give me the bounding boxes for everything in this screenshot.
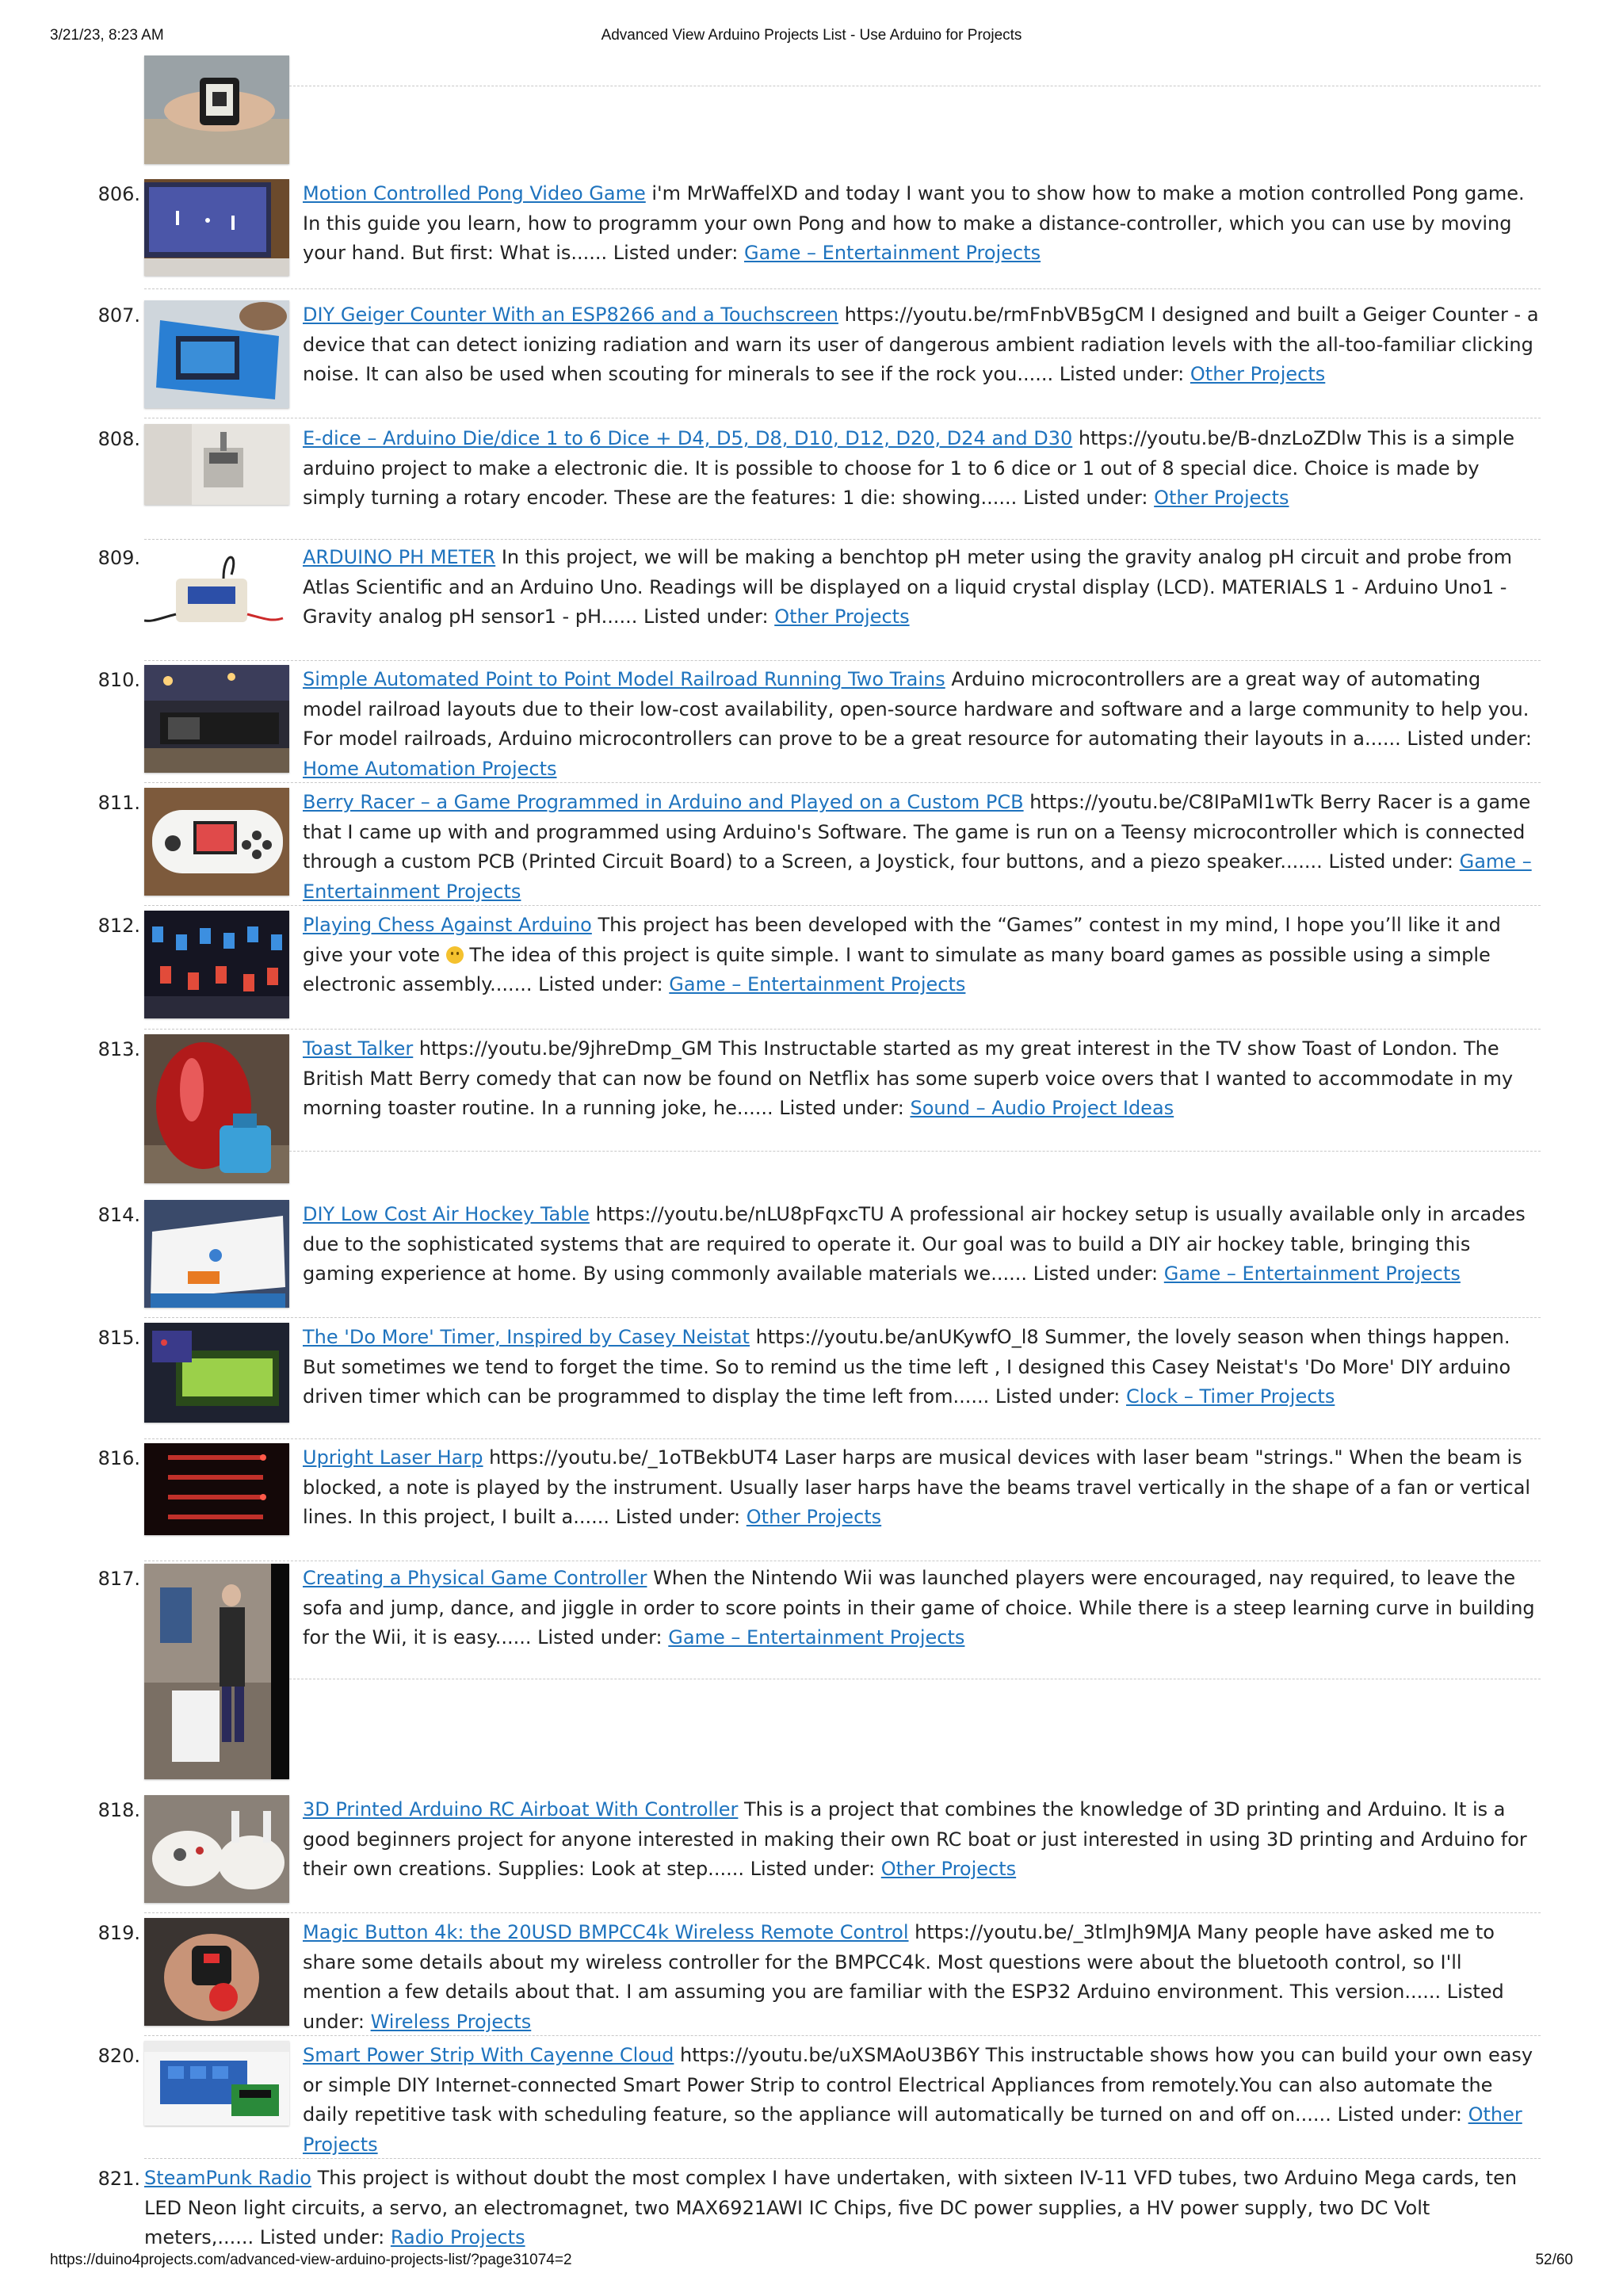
project-title-link[interactable]: Simple Automated Point to Point Model Railroad Running Two Trains bbox=[303, 668, 945, 690]
project-thumbnail[interactable] bbox=[144, 1918, 289, 2026]
item-description bbox=[303, 788, 1541, 907]
category-link[interactable]: Wireless Projects bbox=[370, 2010, 532, 2033]
category-link[interactable]: Game – Entertainment Projects bbox=[669, 973, 966, 995]
separator bbox=[144, 660, 1541, 661]
project-title-link[interactable]: DIY Geiger Counter With an ESP8266 and a Touchscreen bbox=[303, 304, 838, 326]
item-summary-continued: The idea of this project is quite simple. I want to simulate as many board games as possible using a simple electronic assembly....... Listed under: bbox=[303, 943, 1491, 995]
project-thumbnail[interactable] bbox=[144, 788, 289, 896]
item-description bbox=[303, 179, 1541, 269]
item-number: 809. bbox=[97, 547, 140, 569]
item-summary: i'm MrWaffelXD and today I want you to show how to make a motion controlled Pong game. In this guide you learn, how to programm your own Pong and how to make a distance-controller, which you can use by moving your hand. But first: What is...... Listed under: bbox=[303, 182, 1525, 264]
separator bbox=[144, 288, 1541, 289]
separator bbox=[144, 1912, 1541, 1913]
item-description bbox=[303, 1323, 1541, 1412]
category-link[interactable]: Other Projects bbox=[1154, 487, 1289, 509]
project-thumbnail[interactable] bbox=[144, 424, 289, 505]
print-url: https://duino4projects.com/advanced-view-arduino-projects-list/?page31074=2 bbox=[50, 2252, 572, 2268]
separator bbox=[289, 1151, 1541, 1152]
item-number: 810. bbox=[97, 669, 140, 691]
separator bbox=[144, 2158, 1541, 2159]
project-thumbnail[interactable] bbox=[144, 1323, 289, 1423]
item-summary: https://youtu.be/_3tlmJh9MJA Many people have asked me to share some details about my wireless controller for the BMPCC4k. Most questions were about the bluetooth control, so I'll mention a few details about that. I am assuming you are familiar with the ESP32 Arduino environment. This version...... Listed under: bbox=[303, 1921, 1504, 2033]
project-title-link[interactable]: SteamPunk Radio bbox=[144, 2167, 311, 2189]
smiley-icon bbox=[446, 946, 464, 964]
print-page-title: Advanced View Arduino Projects List - Use Arduino for Projects bbox=[601, 27, 1022, 44]
item-number: 813. bbox=[97, 1038, 140, 1060]
item-summary: This is a project that combines the knowledge of 3D printing and Arduino. It is a good beginners project for anyone interested in making their own RC boat or just interested in using 3D printing and Arduino for their own creations. Supplies: Look at step...... Listed under: bbox=[303, 1798, 1527, 1880]
separator bbox=[144, 539, 1541, 540]
project-title-link[interactable]: ARDUINO PH METER bbox=[303, 546, 496, 568]
project-thumbnail[interactable] bbox=[144, 1564, 289, 1779]
item-summary: https://youtu.be/C8IPaMl1wTk Berry Racer is a game that I came up with and programmed using Arduino's Software. The game is run on a Teensy microcontroller which is connected through a custom PCB (Printed Circuit Board) to a Screen, a Joystick, four buttons, and a piezo speaker....... Listed under: bbox=[303, 791, 1531, 873]
item-description bbox=[303, 1564, 1541, 1653]
item-description bbox=[303, 911, 1541, 1000]
item-number: 817. bbox=[97, 1568, 140, 1590]
separator bbox=[144, 2035, 1541, 2036]
project-title-link[interactable]: The 'Do More' Timer, Inspired by Casey Neistat bbox=[303, 1326, 750, 1348]
project-thumbnail[interactable] bbox=[144, 179, 289, 276]
item-summary: When the Nintendo Wii was launched players were encouraged, nay required, to leave the sofa and jump, dance, and jiggle in order to score points in their game of choice. While there is a steep learning curve in building for the Wii, it is easy...... Listed under: bbox=[303, 1567, 1535, 1648]
category-link[interactable]: Home Automation Projects bbox=[303, 757, 557, 780]
item-number: 814. bbox=[97, 1204, 140, 1226]
project-title-link[interactable]: Playing Chess Against Arduino bbox=[303, 914, 592, 936]
print-header bbox=[0, 27, 1623, 51]
item-summary: https://youtu.be/rmFnbVB5gCM I designed and built a Geiger Counter - a device that can detect ionizing radiation and warn its user of dangerous ambient radiation levels with the all-too-familiar clicking noise. It can also be used when scouting for minerals to see if the rock you...... Listed under: bbox=[303, 304, 1539, 385]
item-description bbox=[303, 1918, 1541, 2037]
item-description bbox=[303, 1034, 1541, 1124]
separator bbox=[144, 1029, 1541, 1030]
category-link[interactable]: Game – Entertainment Projects bbox=[668, 1626, 965, 1648]
item-number: 811. bbox=[97, 792, 140, 814]
project-thumbnail[interactable] bbox=[144, 1795, 289, 1903]
project-title-link[interactable]: Motion Controlled Pong Video Game bbox=[303, 182, 646, 204]
item-number: 812. bbox=[97, 915, 140, 937]
project-title-link[interactable]: Creating a Physical Game Controller bbox=[303, 1567, 647, 1589]
category-link[interactable]: Other Projects bbox=[303, 2103, 1522, 2156]
item-description bbox=[303, 1443, 1541, 1533]
project-thumbnail[interactable] bbox=[144, 1034, 289, 1183]
project-title-link[interactable]: 3D Printed Arduino RC Airboat With Controller bbox=[303, 1798, 739, 1820]
item-summary: https://youtu.be/anUKywfO_l8 Summer, the lovely season when things happen. But sometimes we tend to forget the time. So to remind us the time left , I designed this Casey Neistat's 'Do More' DIY arduino driven timer which can be programmed to display the time left from...... Listed under: bbox=[303, 1326, 1511, 1408]
item-number: 808. bbox=[97, 428, 140, 450]
item-summary: https://youtu.be/9jhreDmp_GM This Instructable started as my great interest in the TV show Toast of London. The British Matt Berry comedy that can now be found on Netflix has some superb voice overs that I wanted to accommodate in my morning toaster routine. In a running joke, he...... Listed under: bbox=[303, 1037, 1514, 1119]
category-link[interactable]: Other Projects bbox=[746, 1506, 882, 1528]
item-description bbox=[303, 543, 1541, 632]
project-thumbnail[interactable] bbox=[144, 1443, 289, 1535]
item-description bbox=[303, 665, 1541, 784]
item-number: 815. bbox=[97, 1327, 140, 1349]
item-description bbox=[303, 1795, 1541, 1885]
category-link[interactable]: Game – Entertainment Projects bbox=[303, 850, 1532, 903]
item-summary: https://youtu.be/_1oTBekbUT4 Laser harps are musical devices with laser beam "strings." When the beam is blocked, a note is played by the instrument. Usually laser harps have the beams travel vertically in the shape of a fan or vertical lines. In this project, I built a...... Listed under: bbox=[303, 1446, 1531, 1528]
print-footer bbox=[0, 2252, 1623, 2275]
item-summary: This project is without doubt the most complex I have undertaken, with sixteen IV-11 VFD tubes, two Arduino Mega cards, ten LED Neon light circuits, a servo, an electromagnet, two MAX6921AWI IC Chips, five DC power supplies, a HV power supply, two DC Volt meters,...... Listed under: bbox=[144, 2167, 1518, 2248]
item-description bbox=[144, 2164, 1541, 2253]
item-number: 818. bbox=[97, 1799, 140, 1821]
project-title-link[interactable]: Upright Laser Harp bbox=[303, 1446, 483, 1469]
item-description bbox=[303, 1200, 1541, 1289]
category-link[interactable]: Game – Entertainment Projects bbox=[1163, 1263, 1461, 1285]
category-link[interactable]: Other Projects bbox=[1190, 363, 1326, 385]
item-description bbox=[303, 300, 1541, 390]
item-summary: Arduino microcontrollers are a great way of automating model railroad layouts due to their low-cost availability, open-source hardware and software and a large community to help you. For model railroads, Arduino microcontrollers can prove to be a great resource for automating their layouts in a...... Listed under: bbox=[303, 668, 1532, 750]
project-title-link[interactable]: Smart Power Strip With Cayenne Cloud bbox=[303, 2044, 674, 2066]
project-thumbnail-watch[interactable] bbox=[144, 55, 289, 164]
category-link[interactable]: Other Projects bbox=[880, 1858, 1017, 1880]
category-link[interactable]: Game – Entertainment Projects bbox=[743, 242, 1041, 264]
project-thumbnail[interactable] bbox=[144, 2041, 289, 2126]
project-thumbnail[interactable] bbox=[144, 543, 289, 638]
item-description bbox=[303, 424, 1541, 514]
project-title-link[interactable]: Berry Racer – a Game Programmed in Arduino and Played on a Custom PCB bbox=[303, 791, 1024, 813]
category-link[interactable]: Sound – Audio Project Ideas bbox=[910, 1097, 1174, 1119]
item-number: 820. bbox=[97, 2045, 140, 2067]
item-description bbox=[303, 2041, 1541, 2160]
separator bbox=[144, 782, 1541, 783]
item-number: 816. bbox=[97, 1447, 140, 1469]
item-number: 806. bbox=[97, 183, 140, 205]
separator bbox=[144, 1317, 1541, 1318]
project-title-link[interactable]: E-dice – Arduino Die/dice 1 to 6 Dice + D4, D5, D8, D10, D12, D20, D24 and D30 bbox=[303, 427, 1073, 449]
project-title-link[interactable]: Toast Talker bbox=[303, 1037, 414, 1060]
project-thumbnail[interactable] bbox=[144, 1200, 289, 1308]
category-link[interactable]: Other Projects bbox=[774, 606, 910, 628]
print-datetime: 3/21/23, 8:23 AM bbox=[50, 27, 164, 44]
item-number: 821. bbox=[97, 2168, 140, 2190]
print-page-number: 52/60 bbox=[1535, 2252, 1573, 2268]
item-summary: https://youtu.be/B-dnzLoZDlw This is a simple arduino project to make a electronic die. It is possible to choose for 1 to 6 dice or 1 out of 8 special dice. Choice is made by simply turning a rotary encoder. These are the features: 1 die: showing...... Listed under: bbox=[303, 427, 1515, 509]
separator bbox=[144, 905, 1541, 906]
item-number: 819. bbox=[97, 1922, 140, 1944]
item-summary: https://youtu.be/uXSMAoU3B6Y This instructable shows how you can build your own easy or simple DIY Internet-connected Smart Power Strip to control Electrical Appliances from remotely.You can also automate the daily repetitive task with scheduling feature, so the appliance will automatically be turned on and off on...... Listed under: bbox=[303, 2044, 1533, 2126]
project-title-link[interactable]: DIY Low Cost Air Hockey Table bbox=[303, 1203, 590, 1225]
category-link[interactable]: Clock – Timer Projects bbox=[1126, 1385, 1335, 1408]
item-number: 807. bbox=[97, 304, 140, 327]
project-title-link[interactable]: Magic Button 4k: the 20USD BMPCC4k Wireless Remote Control bbox=[303, 1921, 909, 1943]
item-summary: This project has been developed with the “Games” contest in my mind, I hope you’ll like it and give your vote bbox=[303, 914, 1501, 966]
item-summary: In this project, we will be making a benchtop pH meter using the gravity analog pH circuit and probe from Atlas Scientific and an Arduino Uno. Readings will be displayed on a liquid crystal display (LCD). MATERIALS 1 - Arduino Uno1 - Gravity analog pH sensor1 - pH...... Listed under: bbox=[303, 546, 1512, 628]
project-thumbnail[interactable] bbox=[144, 665, 289, 773]
separator bbox=[144, 1438, 1541, 1439]
category-link[interactable]: Radio Projects bbox=[390, 2226, 525, 2248]
project-thumbnail[interactable] bbox=[144, 911, 289, 1018]
item-summary: https://youtu.be/nLU8pFqxcTU A professional air hockey setup is usually available only in arcades due to the sophisticated systems that are required to operate it. Our goal was to build a DIY air hockey table, bringing this gaming experience at home. By using commonly available materials we...... Listed under: bbox=[303, 1203, 1526, 1285]
project-thumbnail[interactable] bbox=[144, 300, 289, 408]
